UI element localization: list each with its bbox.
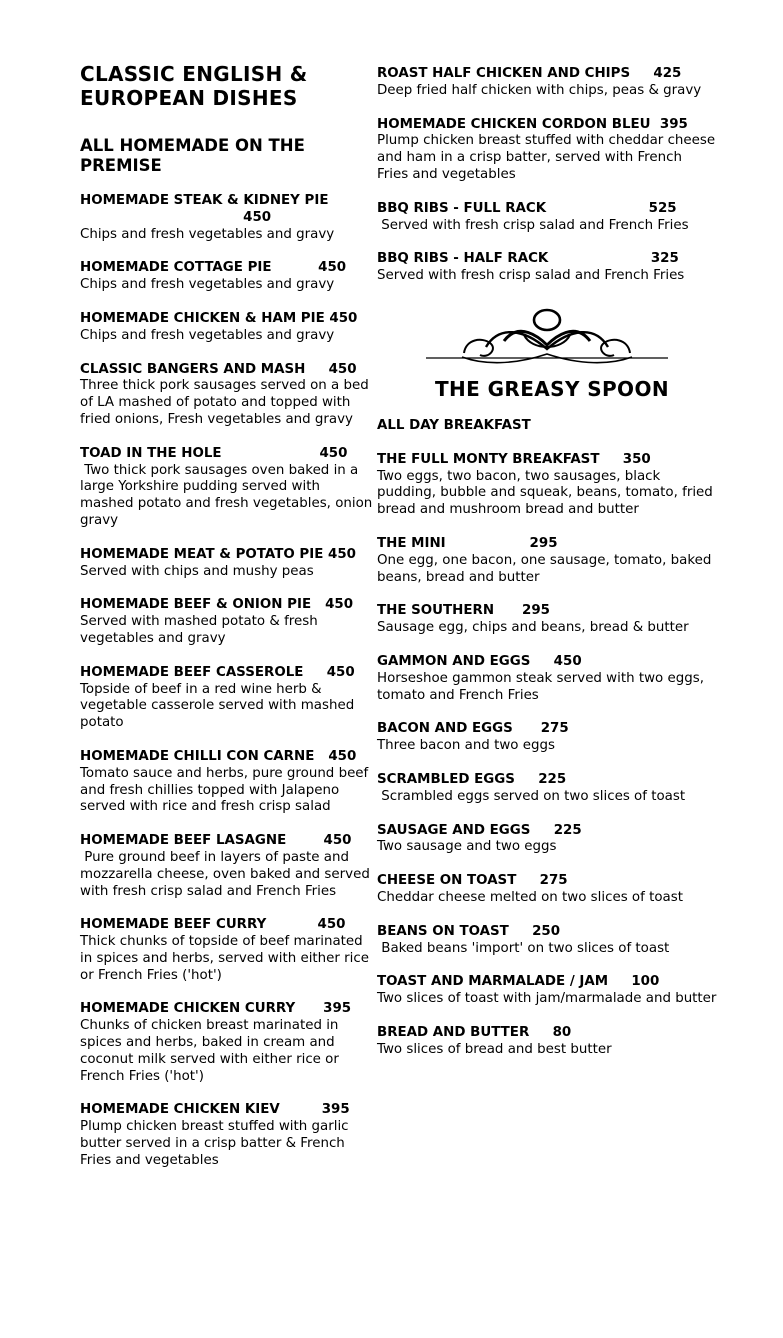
menu-item-name: CLASSIC BANGERS AND MASH 450 [80,361,357,377]
menu-item [80,1102,374,1169]
menu-item-name: HOMEMADE COTTAGE PIE 450 [80,260,347,276]
menu-item-description: Horseshoe gammon steak served with two eggs, tomato and French Fries [377,670,709,703]
menu-item [80,917,374,984]
breakfast-menu-list [377,452,717,1059]
menu-item-name: TOAD IN THE HOLE 450 [80,445,348,461]
menu-item [80,665,374,732]
menu-item [377,924,717,958]
menu-item-description: Three thick pork sausages served on a bed of LA mashed of potato and topped with fried onions, Fresh vegetables and gravy [80,378,374,427]
menu-item-description: Scrambled eggs served on two slices of toast [377,788,686,804]
menu-item [377,251,717,285]
menu-item-name: HOMEMADE BEEF CASSEROLE 450 [80,664,355,680]
menu-item-name: HOMEMADE CHILLI CON CARNE 450 [80,748,357,764]
menu-item-name: BREAD AND BUTTER 80 [377,1024,572,1040]
menu-item-name: HOMEMADE BEEF & ONION PIE 450 [80,597,354,613]
menu-item-description: Tomato sauce and herbs, pure ground beef and fresh chillies topped with Jalapeno served with rice and fresh crisp salad [80,765,373,815]
menu-item-description: Two sausage and two eggs [377,839,557,855]
section-heading: ALL DAY BREAKFAST [377,417,531,433]
menu-item-description: Three bacon and two eggs [377,738,555,754]
menu-item-name: HOMEMADE STEAK & KIDNEY PIE 450 [80,193,329,225]
menu-item-name: BACON AND EGGS 275 [377,721,569,737]
logo [377,307,717,401]
menu-item-name: BBQ RIBS - FULL RACK 525 [377,200,677,216]
menu-item-description: Served with chips and mushy peas [80,563,314,579]
right-top-menu-list [377,66,720,285]
logo-title: THE GREASY SPOON [434,376,670,401]
menu-item-name: HOMEMADE CHICKEN CORDON BLEU 395 [377,116,688,132]
menu-item [377,873,717,907]
ornament-icon [424,307,670,369]
menu-item-name: TOAST AND MARMALADE / JAM 100 [377,974,660,990]
menu-item [377,721,717,755]
menu-item-name: HOMEMADE MEAT & POTATO PIE 450 [80,546,356,562]
menu-item-description: Thick chunks of topside of beef marinated in spices and herbs, served with either rice or French Fries ('hot') [80,934,374,983]
menu-item [80,547,374,581]
menu-item-description: Cheddar cheese melted on two slices of toast [377,889,683,905]
menu-item-description: Topside of beef in a red wine herb & vegetable casserole served with mashed potato [80,681,359,731]
menu-item-description: Chips and fresh vegetables and gravy [80,277,335,293]
menu-item-description: Served with fresh crisp salad and French Fries [377,217,689,233]
menu-item-name: HOMEMADE CHICKEN CURRY 395 [80,1001,352,1017]
menu-item-description: Served with mashed potato & fresh vegetables and gravy [80,614,322,646]
menu-item-name: CHEESE ON TOAST 275 [377,873,568,889]
menu-item-name: SCRAMBLED EGGS 225 [377,771,567,787]
menu-item [80,260,374,294]
menu-item-name: HOMEMADE BEEF CURRY 450 [80,917,346,933]
menu-item-description: Chunks of chicken breast marinated in spices and herbs, baked in cream and coconut milk served with either rice or French Fries ('hot') [80,1018,344,1084]
menu-item-description: Deep fried half chicken with chips, peas & gravy [377,82,702,98]
menu-item-name: SAUSAGE AND EGGS 225 [377,822,582,838]
menu-item [377,201,717,235]
menu-item-description: Chips and fresh vegetables and gravy [80,327,335,343]
menu-item-name: THE MINI 295 [377,535,558,551]
menu-subheading: ALL HOMEMADE ON THE PREMISE [80,136,305,175]
left-column [80,62,377,1170]
menu-item-name: THE SOUTHERN 295 [377,603,550,619]
menu-item [377,974,717,1008]
left-menu-list [80,193,377,1170]
menu-item [80,193,374,243]
menu-item-name: HOMEMADE BEEF LASAGNE 450 [80,833,352,849]
menu-item-name: HOMEMADE CHICKEN & HAM PIE 450 [80,310,358,326]
menu-item-name: BEANS ON TOAST 250 [377,923,561,939]
menu-item-name: ROAST HALF CHICKEN AND CHIPS 425 [377,66,682,81]
menu-item-description: Two slices of toast with jam/marmalade and butter [377,991,717,1007]
menu-item [377,1025,717,1059]
menu-item [377,116,720,184]
menu-item [377,536,717,586]
menu-item-description: Served with fresh crisp salad and French Fries [377,268,685,284]
menu-item-description: Two eggs, two bacon, two sausages, black pudding, bubble and squeak, beans, tomato, fried bread and mushroom bread and butter [377,468,718,518]
menu-item-description: Baked beans 'import' on two slices of toast [377,940,670,956]
menu-item [80,445,377,530]
menu-item [377,603,717,637]
menu-item-description: Pure ground beef in layers of paste and mozzarella cheese, oven baked and served with fresh crisp salad and French Fries [80,849,375,899]
menu-item-description: Chips and fresh vegetables and gravy [80,226,335,242]
menu-item-description: Sausage egg, chips and beans, bread & butter [377,620,689,636]
menu-item [377,66,717,100]
menu-item [80,597,374,647]
menu-item [80,749,374,816]
menu-item-name: HOMEMADE CHICKEN KIEV 395 [80,1102,350,1118]
right-column [377,66,720,1058]
menu-item [377,772,717,806]
menu-item [80,1001,374,1085]
menu-item-description: Plump chicken breast stuffed with cheddar cheese and ham in a crisp batter, served with French Fries and vegetables [377,133,720,182]
menu-item [377,452,717,519]
menu-item [377,823,717,857]
menu-item-name: THE FULL MONTY BREAKFAST 350 [377,451,651,467]
menu-item-description: Two thick pork sausages oven baked in a large Yorkshire pudding served with mashed potato and fresh vegetables, onion gravy [80,462,377,528]
menu-item [80,311,374,345]
menu-item-name: BBQ RIBS - HALF RACK 325 [377,251,679,267]
menu-item-description: One egg, one bacon, one sausage, tomato, baked beans, bread and butter [377,552,716,585]
menu-heading: CLASSIC ENGLISH & EUROPEAN DISHES [80,62,308,110]
menu-item-description: Plump chicken breast stuffed with garlic butter served in a crisp batter & French Fries and vegetables [80,1119,353,1168]
menu-item-name: GAMMON AND EGGS 450 [377,653,582,669]
menu-item [80,833,374,900]
menu-item-description: Two slices of bread and best butter [377,1041,612,1057]
menu-item [80,362,374,429]
menu-item [377,654,717,704]
